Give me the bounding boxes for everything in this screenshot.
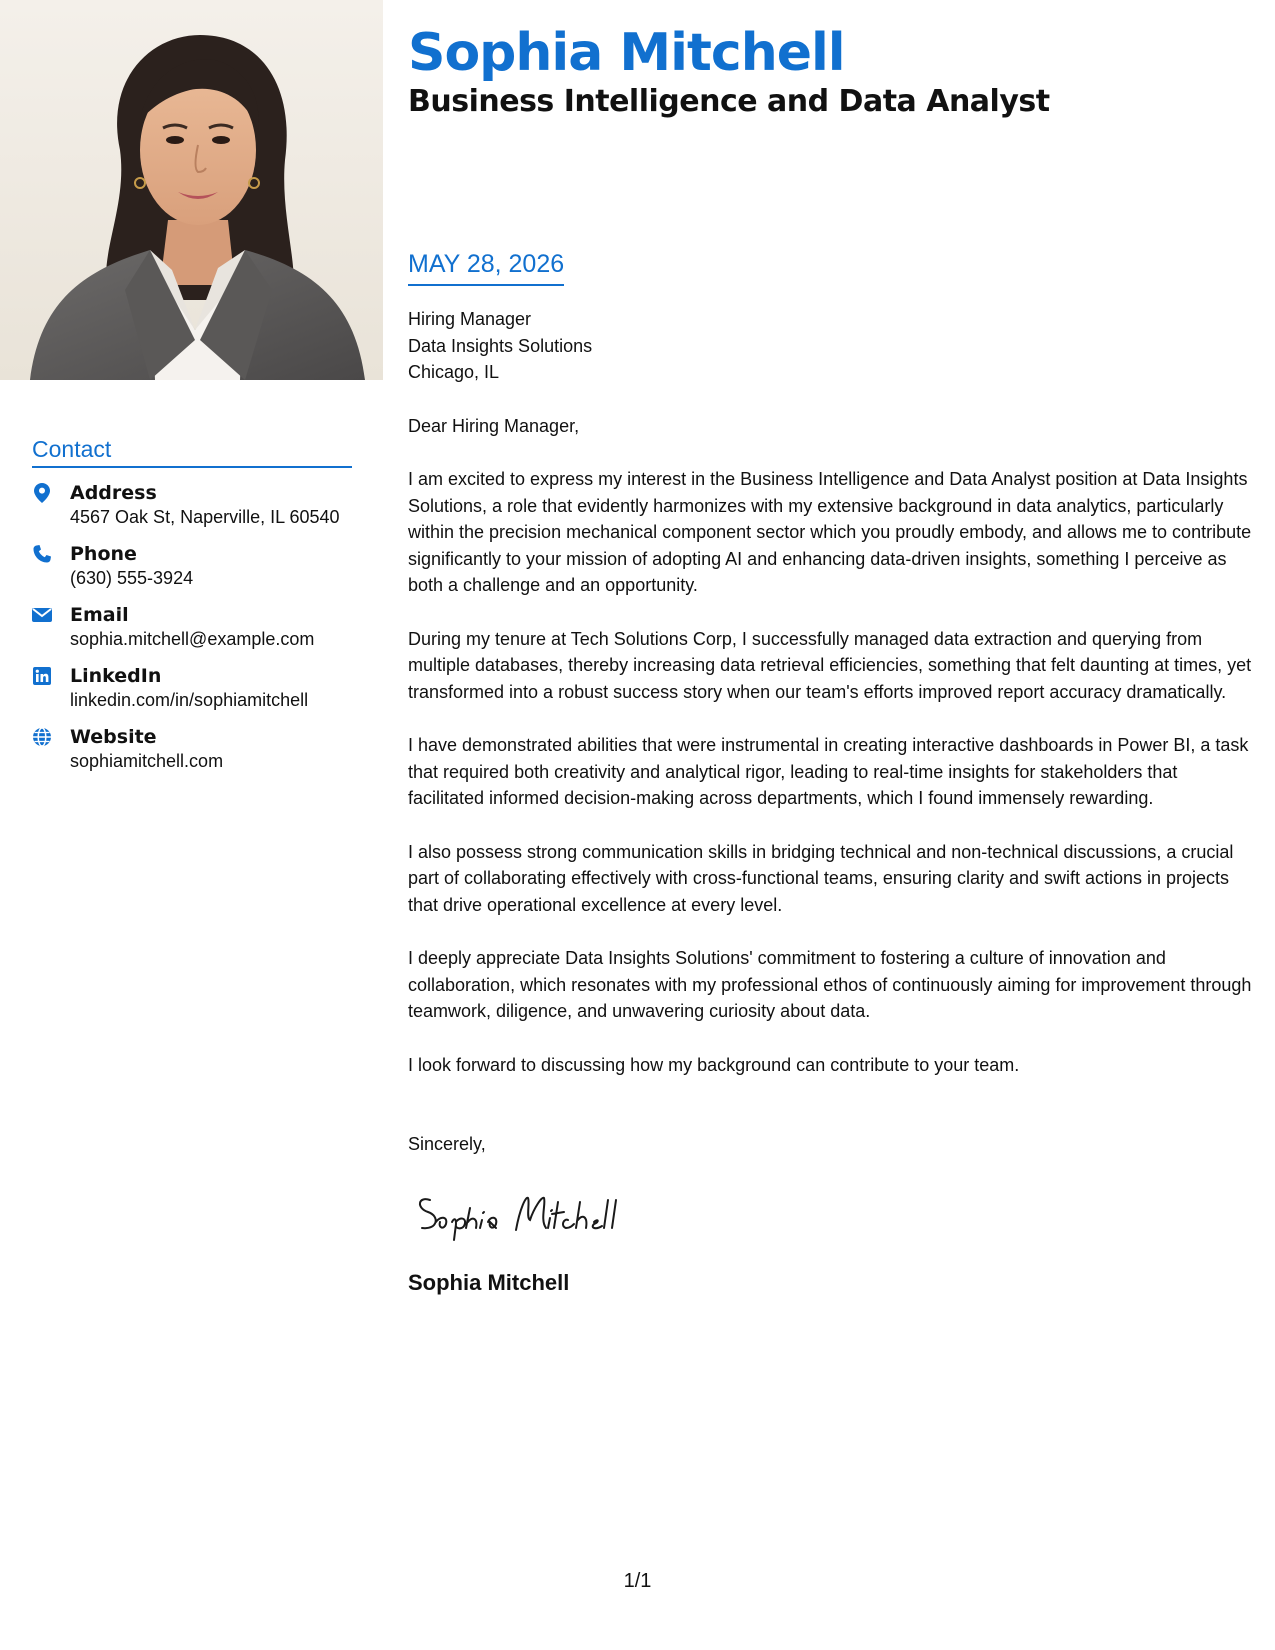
contact-heading: Contact: [32, 436, 352, 468]
handwritten-signature: [408, 1178, 668, 1248]
letter-paragraph: I look forward to discussing how my background can contribute to your team.: [408, 1054, 1020, 1075]
map-pin-icon: [32, 483, 52, 503]
contact-value: linkedin.com/in/sophiamitchell: [70, 690, 309, 710]
contact-address: [32, 482, 352, 529]
letter-body: [408, 306, 1253, 1296]
linkedin-icon: [32, 666, 52, 686]
globe-icon: [32, 727, 52, 747]
letter-date: MAY 28, 2026: [408, 248, 564, 286]
contact-value: 4567 Oak St, Naperville, IL 60540: [70, 507, 340, 527]
phone-icon: [32, 544, 52, 564]
signer-name: Sophia Mitchell: [408, 1269, 570, 1295]
contact-label: Phone: [70, 543, 137, 565]
letter-paragraph: I have demonstrated abilities that were instrumental in creating interactive dashboards in Power BI, a task that required both creativity and analytical rigor, leading to real-time insights for stakeholders that facilitated informed decision-making across departments, which I found immensely rewarding.: [408, 735, 1249, 808]
salutation: Dear Hiring Manager,: [408, 415, 580, 436]
contact-phone: [32, 543, 352, 590]
recipient-line: Data Insights Solutions: [408, 335, 593, 356]
profile-photo: [0, 0, 383, 380]
contact-value: sophia.mitchell@example.com: [70, 629, 315, 649]
applicant-title: Business Intelligence and Data Analyst: [408, 84, 1050, 119]
contact-linkedin: [32, 665, 352, 712]
recipient-block: [408, 306, 1253, 386]
letter-paragraph: I deeply appreciate Data Insights Solutions' commitment to fostering a culture of innovation and collaboration, which resonates with my professional ethos of continuously aiming for improvement through teamwork, diligence, and unwavering curiosity about data.: [408, 948, 1252, 1021]
contact-value: sophiamitchell.com: [70, 751, 224, 771]
envelope-icon: [32, 605, 52, 625]
contact-email: [32, 604, 352, 651]
contact-website: [32, 726, 352, 773]
contact-section: [32, 436, 352, 787]
recipient-line: Hiring Manager: [408, 309, 532, 329]
contact-label: Website: [70, 726, 157, 748]
letter-paragraph: I am excited to express my interest in the Business Intelligence and Data Analyst position at Data Insights Solutions, a role that evidently harmonizes with my extensive background in data analytics, particularly within the precision mechanical component sector which you proudly embody, and allows me to contribute significantly to your mission of adopting AI and enhancing data-driven insights, something I perceive as both a challenge and an opportunity.: [408, 469, 1252, 595]
letter-paragraph: I also possess strong communication skills in bridging technical and non-technical discussions, a crucial part of collaborating effectively with cross-functional teams, ensuring clarity and swift actions in projects that drive operational excellence at every level.: [408, 841, 1234, 915]
letter-paragraph: During my tenure at Tech Solutions Corp, I successfully managed data extraction and querying from multiple databases, thereby increasing data retrieval efficiencies, something that felt daunting at times, yet transformed into a robust success story when our team's efforts improved report accuracy dramatically.: [408, 628, 1252, 702]
recipient-line: Chicago, IL: [408, 362, 500, 382]
contact-label: Email: [70, 604, 129, 626]
closing: Sincerely,: [408, 1134, 486, 1154]
page-number: 1/1: [623, 1570, 652, 1592]
contact-label: Address: [70, 482, 157, 504]
applicant-name: Sophia Mitchell: [408, 23, 845, 83]
contact-label: LinkedIn: [70, 665, 162, 687]
contact-value: (630) 555-3924: [70, 568, 194, 588]
